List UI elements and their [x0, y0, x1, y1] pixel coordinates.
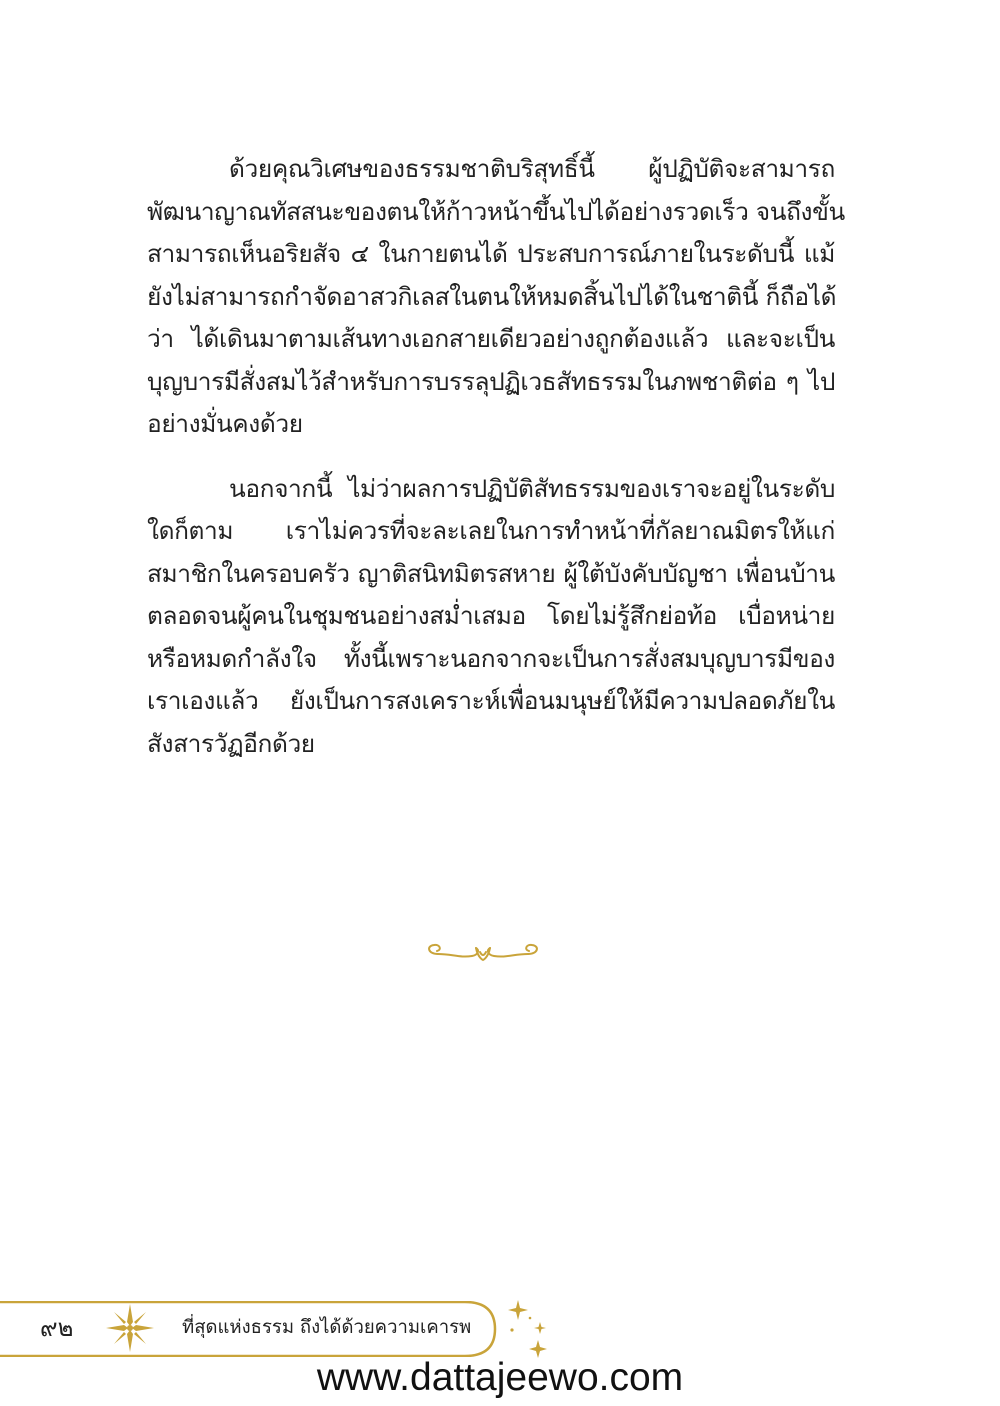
text-line: สมาชิกในครอบครัว ญาติสนิทมิตรสหาย ผู้ใต้บังคับบัญชา เพื่อนบ้าน: [147, 558, 835, 588]
text-line: อย่างมั่นคงด้วย: [147, 409, 303, 438]
text-line: หรือหมดกำลังใจ ทั้งนี้เพราะนอกจากจะเป็นการสั่งสมบุญบารมีของ: [147, 643, 835, 673]
text-line: ใดก็ตาม เราไม่ควรที่จะละเลยในการทำหน้าที่กัลยาณมิตรให้แก่: [147, 516, 835, 545]
paragraph-2: [147, 468, 835, 766]
gold-flower-icon: [102, 1300, 158, 1356]
page-number: ๙๒: [40, 1314, 74, 1342]
text-line: เราเองแล้ว ยังเป็นการสงเคราะห์เพื่อนมนุษย์ให้มีความปลอดภัยใน: [147, 686, 835, 715]
text-line: นอกจากนี้ ไม่ว่าผลการปฏิบัติสัทธรรมของเราจะอยู่ในระดับ: [229, 473, 835, 503]
text-line: ตลอดจนผู้คนในชุมชนอย่างสม่ำเสมอ โดยไม่รู้สึกย่อท้อ เบื่อหน่าย: [147, 601, 835, 630]
gold-sparkle-icon: [500, 1296, 560, 1360]
scroll-flourish-icon: [420, 936, 546, 966]
text-line: ด้วยคุณวิเศษของธรรมชาติบริสุทธิ์นี้ ผู้ปฏิบัติจะสามารถ: [229, 154, 835, 183]
text-line: สามารถเห็นอริยสัจ ๔ ในกายตนได้ ประสบการณ์ภายในระดับนี้ แม้: [147, 239, 835, 268]
main-text: [147, 148, 845, 765]
website-url-text: www.dattajeewo.com: [316, 1356, 684, 1399]
text-line: สังสารวัฏอีกด้วย: [147, 728, 315, 758]
text-line: พัฒนาญาณทัสสนะของตนให้ก้าวหน้าขึ้นไปได้อย่างรวดเร็ว จนถึงขั้น: [147, 196, 845, 226]
book-title: ที่สุดแห่งธรรม ถึงได้ด้วยความเคารพ: [182, 1317, 472, 1338]
text-line: ยังไม่สามารถกำจัดอาสวกิเลสในตนให้หมดสิ้นไปได้ในชาตินี้ ก็ถือได้: [147, 281, 837, 311]
paragraph-1: [147, 148, 845, 446]
text-line: บุญบารมีสั่งสมไว้สำหรับการบรรลุปฏิเวธสัทธรรมในภพชาติต่อ ๆ ไป: [147, 366, 835, 396]
text-line: ว่า ได้เดินมาตามเส้นทางเอกสายเดียวอย่างถูกต้องแล้ว และจะเป็น: [147, 324, 835, 353]
website-url: [0, 1354, 1000, 1402]
